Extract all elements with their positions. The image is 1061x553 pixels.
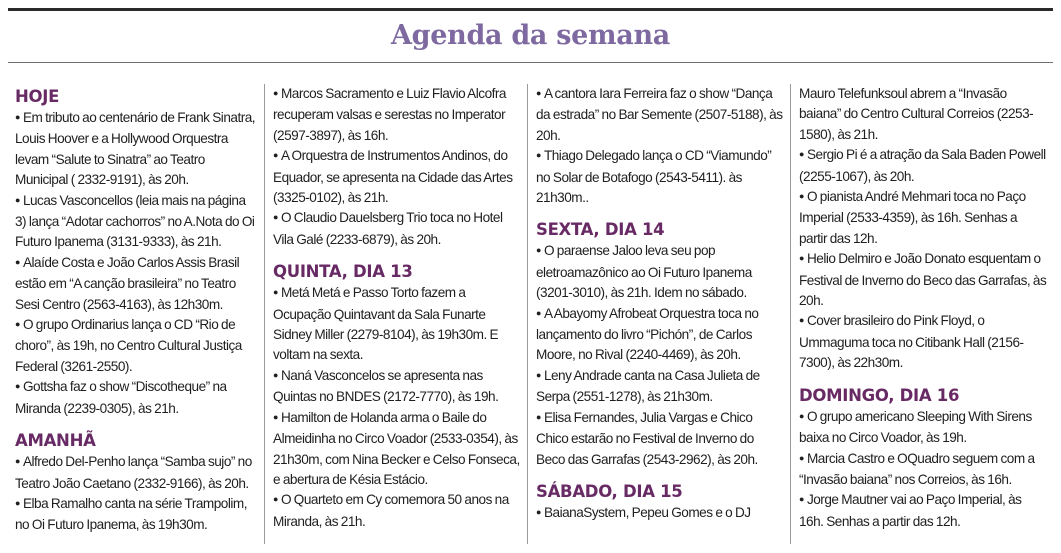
section-heading-sexta: SEXTA, DIA 14: [536, 220, 665, 240]
agenda-item: ● Em tributo ao centenário de Frank Sinatra, Louis Hoover e a Hollywood Orquestra levam “Salute to Sinatra” ao Teatro Municipal ( 2332-9191), às 20h.: [15, 108, 258, 191]
column-2: [264, 84, 527, 544]
agenda-item: ● Cover brasileiro do Pink Floyd, o Ummaguma toca no Citibank Hall (2156-7300), às 22h30m.: [799, 311, 1047, 373]
top-rule: [8, 8, 1053, 11]
agenda-item: ● BaianaSystem, Pepeu Gomes e o DJ: [536, 503, 784, 524]
agenda-item: ● O grupo Ordinarius lança o CD “Rio de choro”, às 19h, no Centro Cultural Justiça Federal (3261-2550).: [15, 315, 258, 377]
agenda-item-continuation: Mauro Telefunksoul abrem a “Invasão baiana” do Centro Cultural Correios (2253-1580), às 21h.: [799, 86, 1034, 142]
agenda-item: ● Elisa Fernandes, Julia Vargas e Chico Chico estarão no Festival de Inverno do Beco das Garrafas (2543-2962), às 20h.: [536, 408, 784, 470]
agenda-item: ● O paraense Jaloo leva seu pop eletroamazônico ao Oi Futuro Ipanema (3201-3010), às 21h. Idem no sábado.: [536, 241, 784, 303]
agenda-item: ● Helio Delmiro e João Donato esquentam o Festival de Inverno do Beco das Garrafas, às 20h.: [799, 249, 1047, 311]
agenda-item: ● Thiago Delegado lança o CD “Viamundo” no Solar de Botafogo (2543-5411). às 21h30m..: [536, 146, 784, 208]
agenda-item: ● Naná Vasconcelos se apresenta nas Quintas no BNDES (2172-7770), às 19h.: [273, 366, 521, 408]
title-rule: [8, 62, 1053, 63]
section-heading-hoje: HOJE: [15, 87, 60, 106]
agenda-item: ● Sergio Pi é a atração da Sala Baden Powell (2255-1067), às 20h.: [799, 145, 1047, 187]
column-3: [527, 84, 790, 544]
agenda-item: ● O Claudio Dauelsberg Trio toca no Hotel Vila Galé (2233-6879), às 20h.: [273, 208, 521, 250]
agenda-item: ● Metá Metá e Passo Torto fazem a Ocupação Quintavant da Sala Funarte Sidney Miller (2279-8104), às 19h30m. E voltam na sexta.: [273, 283, 521, 366]
agenda-item: ● A Abayomy Afrobeat Orquestra toca no lançamento do livro “Pichón”, de Carlos Moore, no Rival (2240-4469), às 20h.: [536, 304, 784, 366]
agenda-item: ● Elba Ramalho canta na série Trampolim, no Oi Futuro Ipanema, às 19h30m.: [15, 494, 258, 536]
agenda-item: ● Alaíde Costa e João Carlos Assis Brasil estão em “A canção brasileira” no Teatro Sesi Centro (2563-4163), às 12h30m.: [15, 253, 258, 315]
agenda-item: ● Gottsha faz o show “Discotheque” na Miranda (2239-0305), às 21h.: [15, 377, 258, 419]
agenda-item: ● A Orquestra de Instrumentos Andinos, do Equador, se apresenta na Cidade das Artes (3325-0102), às 21h.: [273, 146, 521, 208]
agenda-item: ● Alfredo Del-Penho lança “Samba sujo” no Teatro João Caetano (2332-9166), às 20h.: [15, 452, 258, 494]
agenda-columns: [8, 84, 1053, 544]
agenda-item: ● A cantora Iara Ferreira faz o show “Dança da estrada” no Bar Semente (2507-5188), às 20h.: [536, 84, 784, 146]
agenda-item: ● Marcos Sacramento e Luiz Flavio Alcofra recuperam valsas e serestas no Imperator (2597-3897), às 16h.: [273, 84, 521, 146]
agenda-item: ● O pianista André Mehmari toca no Paço Imperial (2533-4359), às 16h. Senhas a partir das 12h.: [799, 187, 1047, 249]
column-1: [8, 84, 264, 544]
section-heading-sabado: SÁBADO, DIA 15: [536, 481, 683, 501]
agenda-item: ● O Quarteto em Cy comemora 50 anos na Miranda, às 21h.: [273, 490, 521, 532]
agenda-item: ● Leny Andrade canta na Casa Julieta de Serpa (2551-1278), às 21h30m.: [536, 366, 784, 408]
agenda-item: ● O grupo americano Sleeping With Sirens baixa no Circo Voador, às 19h.: [799, 407, 1047, 449]
column-4: [790, 84, 1053, 544]
section-heading-quinta: QUINTA, DIA 13: [273, 262, 413, 282]
section-heading-amanha: AMANHÃ: [15, 431, 96, 451]
agenda-item: ● Jorge Mautner vai ao Paço Imperial, às 16h. Senhas a partir das 12h.: [799, 490, 1047, 532]
page-title: Agenda da semana: [391, 20, 670, 51]
agenda-item: ● Lucas Vasconcellos (leia mais na página 3) lança “Adotar cachorros” no A.Nota do Oi Futuro Ipanema (3131-9333), às 21h.: [15, 191, 258, 253]
section-heading-domingo: DOMINGO, DIA 16: [799, 385, 960, 405]
agenda-item: ● Marcia Castro e OQuadro seguem com a “Invasão baiana” nos Correios, às 16h.: [799, 449, 1047, 491]
agenda-item: ● Hamilton de Holanda arma o Baile do Almeidinha no Circo Voador (2533-0354), às 21h30m, com Nina Becker e Celso Fonseca, e abertura de Késia Estácio.: [273, 408, 521, 491]
